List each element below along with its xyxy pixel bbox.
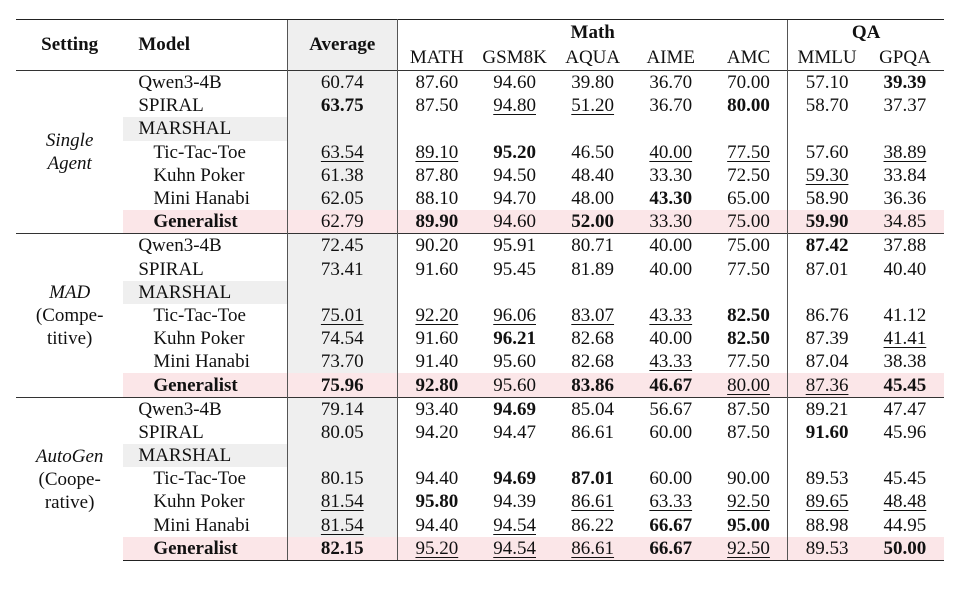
score-cell: 95.60 — [476, 373, 554, 397]
score-cell: 82.68 — [571, 351, 615, 373]
score-cell: 45.45 — [866, 373, 944, 397]
empty-cell — [554, 117, 632, 140]
score-cell: 88.98 — [788, 514, 866, 537]
setting-label — [16, 397, 123, 560]
marshal-group-row — [16, 281, 944, 304]
score-cell: 88.10 — [415, 188, 459, 210]
score-cell: 75.00 — [710, 234, 788, 258]
score-cell: 77.50 — [727, 351, 770, 373]
average-cell: 62.79 — [287, 210, 398, 234]
score-cell: 52.00 — [554, 210, 632, 234]
score-cell: 45.45 — [883, 468, 927, 490]
model-name: Qwen3-4B — [123, 71, 287, 95]
table-row — [16, 327, 944, 350]
score-cell: 80.00 — [710, 373, 788, 397]
score-cell: 47.47 — [866, 397, 944, 421]
score-cell: 94.40 — [415, 468, 459, 490]
score-cell: 94.54 — [493, 514, 536, 536]
model-name: Kuhn Poker — [153, 164, 245, 186]
header-group-qa: QA — [788, 20, 944, 47]
setting-line: MAD — [49, 281, 91, 303]
score-cell: 40.00 — [649, 328, 693, 350]
average-cell: 75.96 — [287, 373, 398, 397]
score-cell: 33.30 — [632, 210, 710, 234]
score-cell: 66.67 — [632, 537, 710, 561]
model-name: Mini Hanabi — [153, 351, 250, 373]
average-cell: 79.14 — [287, 397, 398, 421]
score-cell: 36.36 — [883, 188, 927, 210]
table-row — [16, 373, 944, 397]
setting-line: Agent — [47, 153, 92, 175]
score-cell: 94.60 — [476, 71, 554, 95]
empty-cell — [398, 281, 476, 304]
average-cell-empty — [287, 281, 398, 304]
empty-cell — [866, 444, 944, 467]
table-row — [16, 490, 944, 513]
empty-cell — [866, 117, 944, 140]
score-cell: 80.00 — [727, 95, 770, 117]
score-cell: 41.41 — [883, 328, 927, 350]
average-cell: 73.70 — [287, 350, 398, 373]
score-cell: 86.22 — [571, 514, 615, 536]
score-cell: 94.69 — [476, 397, 554, 421]
setting-line: (Coope- — [38, 468, 101, 490]
empty-cell — [632, 444, 710, 467]
score-cell: 41.12 — [883, 304, 927, 326]
average-cell: 63.75 — [287, 94, 398, 117]
model-name: Qwen3-4B — [123, 397, 287, 421]
table-row — [16, 258, 944, 281]
empty-cell — [710, 444, 788, 467]
score-cell: 86.61 — [554, 537, 632, 561]
score-cell: 89.53 — [788, 467, 866, 490]
table-row — [16, 421, 944, 444]
average-cell: 61.38 — [287, 164, 398, 187]
average-cell: 75.01 — [287, 304, 398, 327]
table-row — [16, 164, 944, 187]
score-cell: 60.00 — [649, 468, 693, 490]
score-cell: 43.33 — [649, 304, 693, 326]
score-cell: 91.40 — [415, 351, 459, 373]
average-cell: 62.05 — [287, 187, 398, 210]
score-cell: 58.90 — [788, 187, 866, 210]
average-cell: 72.45 — [287, 234, 398, 258]
model-name: SPIRAL — [138, 95, 204, 117]
empty-cell — [476, 281, 554, 304]
score-cell: 89.65 — [788, 490, 866, 513]
model-name: Mini Hanabi — [153, 188, 250, 210]
score-cell: 46.50 — [571, 141, 615, 163]
average-cell-empty — [287, 444, 398, 467]
table-row — [16, 514, 944, 537]
average-cell: 73.41 — [287, 258, 398, 281]
score-cell: 90.00 — [727, 468, 770, 490]
score-cell: 77.50 — [727, 258, 770, 280]
model-name: Qwen3-4B — [123, 234, 287, 258]
score-cell: 89.53 — [788, 537, 866, 561]
table-row — [16, 71, 944, 95]
table-row — [16, 397, 944, 421]
empty-cell — [554, 444, 632, 467]
score-cell: 43.33 — [649, 351, 693, 373]
header-aime: AIME — [646, 47, 695, 68]
empty-cell — [788, 281, 866, 304]
score-cell: 34.85 — [866, 210, 944, 234]
table-row — [16, 304, 944, 327]
score-cell: 89.10 — [415, 141, 459, 163]
score-cell: 87.01 — [788, 258, 866, 281]
header-amc: AMC — [726, 47, 771, 68]
score-cell: 82.50 — [727, 304, 770, 326]
header-model: Model — [123, 20, 287, 71]
average-cell-empty — [287, 117, 398, 140]
marshal-label: MARSHAL — [123, 444, 287, 467]
average-cell: 74.54 — [287, 327, 398, 350]
score-cell: 80.71 — [554, 234, 632, 258]
score-cell: 70.00 — [710, 71, 788, 95]
setting-label — [16, 234, 123, 397]
empty-cell — [476, 117, 554, 140]
score-cell: 58.70 — [788, 94, 866, 117]
header-aqua: AQUA — [565, 47, 621, 68]
score-cell: 94.47 — [493, 421, 536, 443]
header-mmlu: MMLU — [788, 46, 866, 71]
score-cell: 89.90 — [398, 210, 476, 234]
score-cell: 51.20 — [571, 95, 615, 117]
score-cell: 81.89 — [571, 258, 615, 280]
model-name: Generalist — [123, 373, 287, 397]
table-row — [16, 467, 944, 490]
score-cell: 36.70 — [649, 95, 693, 117]
score-cell: 87.36 — [788, 373, 866, 397]
average-cell: 80.05 — [287, 421, 398, 444]
marshal-label: MARSHAL — [123, 281, 287, 304]
table-row — [16, 537, 944, 561]
score-cell: 44.95 — [883, 514, 927, 536]
score-cell: 92.80 — [398, 373, 476, 397]
table-row — [16, 234, 944, 258]
score-cell: 77.50 — [727, 141, 770, 163]
header-gsm8k: GSM8K — [482, 47, 547, 68]
empty-cell — [866, 281, 944, 304]
score-cell: 56.67 — [632, 397, 710, 421]
score-cell: 95.80 — [415, 491, 459, 513]
score-cell: 48.00 — [571, 188, 615, 210]
average-cell: 63.54 — [287, 141, 398, 164]
table-body — [16, 71, 944, 561]
average-cell: 80.15 — [287, 467, 398, 490]
score-cell: 95.91 — [476, 234, 554, 258]
score-cell: 83.86 — [554, 373, 632, 397]
marshal-group-row — [16, 117, 944, 140]
score-cell: 63.33 — [649, 491, 693, 513]
setting-line: titive) — [46, 327, 93, 349]
score-cell: 94.20 — [415, 421, 459, 443]
score-cell: 87.42 — [788, 234, 866, 258]
table-row — [16, 187, 944, 210]
score-cell: 87.04 — [788, 350, 866, 373]
results-table — [16, 19, 944, 561]
score-cell: 94.39 — [493, 491, 536, 513]
score-cell: 38.38 — [883, 351, 927, 373]
table-row — [16, 94, 944, 117]
score-cell: 87.39 — [788, 327, 866, 350]
model-name: Kuhn Poker — [153, 491, 245, 513]
score-cell: 46.67 — [632, 373, 710, 397]
score-cell: 43.30 — [649, 188, 693, 210]
score-cell: 45.96 — [883, 421, 927, 443]
setting-line: Single — [45, 130, 94, 152]
score-cell: 75.00 — [710, 210, 788, 234]
header-setting: Setting — [16, 20, 123, 71]
score-cell: 65.00 — [727, 188, 770, 210]
score-cell: 94.69 — [493, 468, 536, 490]
average-cell: 81.54 — [287, 490, 398, 513]
model-name: Mini Hanabi — [153, 514, 250, 536]
score-cell: 94.50 — [493, 164, 536, 186]
score-cell: 89.21 — [788, 397, 866, 421]
score-cell: 72.50 — [727, 164, 770, 186]
model-name: Generalist — [123, 210, 287, 234]
score-cell: 82.68 — [571, 328, 615, 350]
score-cell: 57.10 — [788, 71, 866, 95]
score-cell: 39.39 — [866, 71, 944, 95]
marshal-label: MARSHAL — [123, 117, 287, 140]
score-cell: 38.89 — [883, 141, 927, 163]
model-name: SPIRAL — [138, 421, 204, 443]
score-cell: 59.90 — [788, 210, 866, 234]
score-cell: 92.50 — [710, 537, 788, 561]
table-row — [16, 350, 944, 373]
score-cell: 57.60 — [788, 141, 866, 164]
score-cell: 40.00 — [632, 234, 710, 258]
empty-cell — [554, 281, 632, 304]
table-row — [16, 210, 944, 234]
score-cell: 96.21 — [493, 328, 536, 350]
score-cell: 90.20 — [398, 234, 476, 258]
table-header — [16, 20, 944, 71]
setting-line: (Compe- — [35, 304, 104, 326]
score-cell: 33.30 — [649, 164, 693, 186]
average-cell: 82.15 — [287, 537, 398, 561]
model-name: Kuhn Poker — [153, 328, 245, 350]
score-cell: 85.04 — [554, 397, 632, 421]
setting-label — [16, 71, 123, 234]
score-cell: 86.61 — [571, 421, 615, 443]
score-cell: 33.84 — [883, 164, 927, 186]
model-name: Tic-Tac-Toe — [153, 304, 246, 326]
empty-cell — [788, 117, 866, 140]
score-cell: 60.00 — [649, 421, 693, 443]
header-average: Average — [287, 20, 398, 71]
score-cell: 87.50 — [710, 397, 788, 421]
score-cell: 48.40 — [571, 164, 615, 186]
score-cell: 86.76 — [788, 304, 866, 327]
model-name: Tic-Tac-Toe — [153, 141, 246, 163]
score-cell: 86.61 — [571, 491, 615, 513]
score-cell: 40.00 — [649, 258, 693, 280]
score-cell: 83.07 — [571, 304, 615, 326]
score-cell: 87.50 — [415, 95, 459, 117]
score-cell: 87.60 — [398, 71, 476, 95]
score-cell: 95.60 — [493, 351, 536, 373]
score-cell: 50.00 — [866, 537, 944, 561]
score-cell: 87.01 — [571, 468, 615, 490]
score-cell: 87.80 — [415, 164, 459, 186]
score-cell: 95.00 — [727, 514, 770, 536]
score-cell: 95.45 — [493, 258, 536, 280]
score-cell: 37.37 — [883, 95, 927, 117]
header-group-math: Math — [398, 20, 788, 47]
average-cell: 81.54 — [287, 514, 398, 537]
empty-cell — [398, 117, 476, 140]
score-cell: 87.50 — [727, 421, 770, 443]
setting-line: AutoGen — [35, 445, 104, 467]
setting-line: rative) — [44, 491, 95, 513]
score-cell: 94.40 — [415, 514, 459, 536]
score-cell: 91.60 — [415, 258, 459, 280]
average-cell: 60.74 — [287, 71, 398, 95]
header-gpqa: GPQA — [879, 47, 931, 68]
table-row — [16, 141, 944, 164]
empty-cell — [632, 281, 710, 304]
score-cell: 93.40 — [398, 397, 476, 421]
empty-cell — [710, 281, 788, 304]
score-cell: 36.70 — [632, 71, 710, 95]
model-name: Tic-Tac-Toe — [153, 468, 246, 490]
score-cell: 92.50 — [727, 491, 770, 513]
score-cell: 48.48 — [883, 491, 927, 513]
score-cell: 94.54 — [476, 537, 554, 561]
score-cell: 39.80 — [554, 71, 632, 95]
score-cell: 66.67 — [649, 514, 693, 536]
empty-cell — [788, 444, 866, 467]
score-cell: 95.20 — [493, 141, 536, 163]
header-math: MATH — [409, 47, 464, 68]
score-cell: 91.60 — [788, 421, 866, 444]
score-cell: 92.20 — [415, 304, 459, 326]
score-cell: 96.06 — [493, 304, 536, 326]
score-cell: 94.60 — [476, 210, 554, 234]
empty-cell — [398, 444, 476, 467]
score-cell: 40.00 — [649, 141, 693, 163]
score-cell: 59.30 — [788, 164, 866, 187]
score-cell: 95.20 — [398, 537, 476, 561]
model-name: SPIRAL — [138, 258, 204, 280]
score-cell: 82.50 — [727, 328, 770, 350]
score-cell: 94.80 — [493, 95, 536, 117]
marshal-group-row — [16, 444, 944, 467]
empty-cell — [710, 117, 788, 140]
empty-cell — [476, 444, 554, 467]
score-cell: 40.40 — [883, 258, 927, 280]
model-name: Generalist — [123, 537, 287, 561]
score-cell: 91.60 — [415, 328, 459, 350]
score-cell: 94.70 — [493, 188, 536, 210]
score-cell: 37.88 — [866, 234, 944, 258]
empty-cell — [632, 117, 710, 140]
